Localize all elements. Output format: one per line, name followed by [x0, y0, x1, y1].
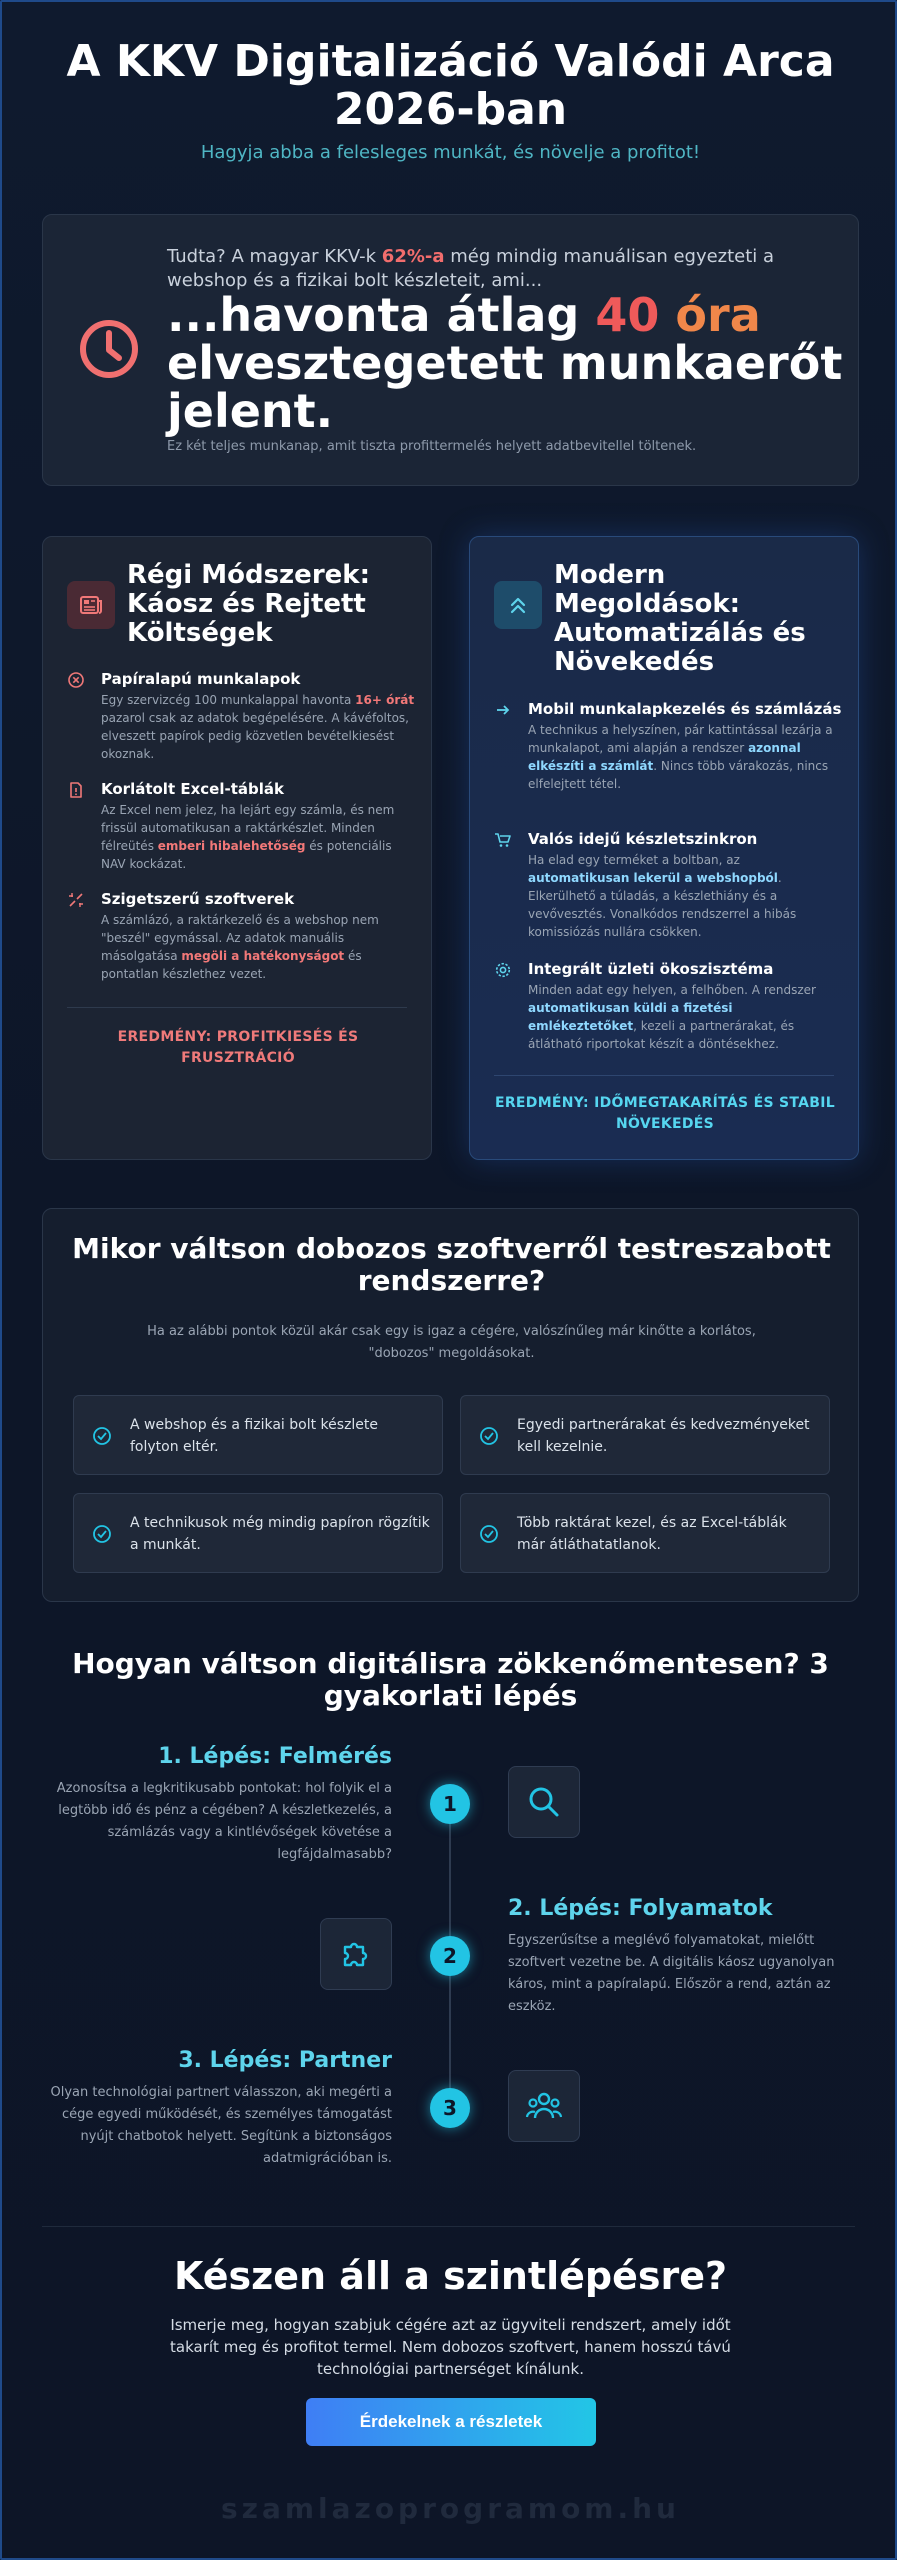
old-item-excel — [67, 779, 417, 873]
old-item-highlight: emberi hibalehetőség — [157, 839, 306, 853]
stat-card — [42, 214, 859, 486]
when-subtitle: Ha az alábbi pontok közül akár csak egy is igaz a cégére, valószínűleg már kinőtte a korlátos, "dobozos" megoldásokat. — [147, 1324, 756, 1361]
page-subtitle: Hagyja abba a felesleges munkát, és növelje a profitot! — [200, 142, 701, 163]
stat-hours-number: 40 — [595, 288, 660, 342]
new-item-title: Integrált üzleti ökoszisztéma — [528, 960, 774, 978]
old-item-text: és potenciális NAV kockázat. — [101, 839, 392, 871]
stat-intro-text: Tudta? A magyar KKV-k — [167, 246, 382, 267]
old-item-text: Egy szervizcég 100 munkalappal havonta — [101, 693, 356, 707]
step-3-title: 3. Lépés: Partner — [178, 2048, 392, 2073]
new-item-text: Ha elad egy terméket a boltban, az — [528, 853, 740, 867]
check-circle-icon — [479, 1426, 499, 1446]
newspaper-icon — [67, 581, 115, 629]
checklist-item — [73, 1395, 443, 1475]
step-3-text: Olyan technológiai partnert válasszon, aki megérti a cége egyedi működését, és személyes támogatást nyújt chatbotok helyett. Segítünk a biztonságos adatmigrációban is. — [50, 2085, 392, 2166]
new-item-mobile — [494, 699, 844, 793]
old-item-body — [101, 801, 417, 873]
new-item-highlight: azonnal elkészíti a számlát — [528, 741, 801, 773]
old-item-text: A számlázó, a raktárkezelő és a webshop nem "beszél" egymással. Az adatok manuális másolgatása — [101, 913, 379, 963]
footer-divider — [42, 2226, 855, 2227]
page-title: A KKV Digitalizáció Valódi Arca 2026-ban — [66, 36, 835, 135]
new-item-sync — [494, 829, 844, 941]
cta-title: Készen áll a szintlépésre? — [173, 2254, 728, 2298]
step-1-number: 1 — [430, 1784, 470, 1824]
search-icon — [524, 1782, 564, 1822]
step-2-title: 2. Lépés: Folyamatok — [508, 1896, 773, 1921]
new-item-body — [528, 981, 844, 1053]
old-item-title: Szigetszerű szoftverek — [101, 890, 295, 908]
old-item-body — [101, 911, 417, 983]
new-item-highlight: automatikusan küldi a fizetési emlékeztetőket — [528, 1001, 733, 1033]
old-item-text: és pontatlan készlethez vezet. — [101, 949, 362, 981]
new-item-highlight: automatikusan lekerül a webshopból — [528, 871, 778, 885]
when-to-switch-section — [42, 1208, 859, 1602]
broken-link-icon — [67, 891, 85, 909]
checklist-text: Egyedi partnerárakat és kedvezményeket kell kezelnie. — [517, 1417, 810, 1455]
cart-icon — [494, 831, 512, 849]
new-item-text: . Nincs több várakozás, nincs elfelejtett tétel. — [528, 759, 829, 791]
new-item-text: . Elkerülhető a túladás, a készlethiány és a vevővesztés. Vonalkódos rendszerrel a hibás komissiózás nullára csökken. — [528, 871, 797, 939]
brand-watermark: szamlazoprogramom.hu — [221, 2492, 680, 2525]
cta-button[interactable]: Érdekelnek a részletek — [306, 2398, 596, 2446]
puzzle-icon — [336, 1934, 376, 1974]
stat-footnote: Ez két teljes munkanap, amit tiszta profittermelés helyett adatbevitellel töltenek. — [167, 439, 697, 454]
steps-title: Hogyan váltson digitálisra zökkenőmentesen? 3 gyakorlati lépés — [72, 1647, 829, 1712]
new-item-body — [528, 721, 844, 793]
new-methods-card — [469, 536, 859, 1160]
step-3-icon-box — [508, 2070, 580, 2142]
old-item-title: Papíralapú munkalapok — [101, 670, 301, 688]
new-card-result: EREDMÉNY: IDŐMEGTAKARÍTÁS ÉS STABIL NÖVEKEDÉS — [494, 1095, 836, 1132]
checklist-item — [73, 1493, 443, 1573]
step-1-text: Azonosítsa a legkritikusabb pontokat: hol folyik el a legtöbb idő és pénz a cégében? A készletkezelés, a számlázás vagy a kintlévőségek követése a legfájdalmasabb? — [56, 1781, 392, 1862]
check-circle-icon — [92, 1426, 112, 1446]
old-methods-card — [42, 536, 432, 1160]
new-item-title: Mobil munkalapkezelés és számlázás — [528, 700, 842, 718]
checklist-text: A webshop és a fizikai bolt készlete folyton eltér. — [130, 1417, 379, 1455]
file-warning-icon — [67, 781, 85, 799]
old-item-body — [101, 691, 417, 763]
cta-text: Ismerje meg, hogyan szabjuk cégére azt az ügyviteli rendszert, amely időt takarít meg és profitot termel. Nem dobozos szoftvert, hanem hosszú távú technológiai partnerséget kínálunk. — [170, 2316, 731, 2378]
old-item-software — [67, 889, 417, 983]
step-3-number: 3 — [430, 2088, 470, 2128]
stat-headline-start: ...havonta átlag — [167, 288, 596, 342]
stat-headline-end: elvesztegetett munkaerőt jelent. — [167, 336, 843, 438]
old-card-divider — [67, 1007, 407, 1008]
old-item-text: pazarol csak az adatok begépelésére. A kávéfoltos, elveszett papírok pedig közvetlen bevételkiesést okoznak. — [101, 711, 409, 761]
new-item-text: A technikus a helyszínen, pár kattintással lezárja a munkalapot, ami alapján a rendszer — [528, 723, 833, 755]
new-item-text: , kezeli a partnerárakat, és átlátható riportokat készít a döntésekhez. — [528, 1019, 795, 1051]
checklist-text: A technikusok még mindig papíron rögzítik a munkát. — [130, 1515, 430, 1553]
step-1-title: 1. Lépés: Felmérés — [158, 1744, 392, 1769]
new-card-title: Modern Megoldások: Automatizálás és Növekedés — [554, 560, 806, 677]
new-item-text: Minden adat egy helyen, a felhőben. A rendszer — [528, 983, 816, 997]
step-2-number: 2 — [430, 1936, 470, 1976]
clock-icon — [77, 317, 141, 381]
when-title: Mikor váltson dobozos szoftverről testreszabott rendszerre? — [72, 1232, 831, 1297]
stat-headline — [167, 288, 847, 438]
new-card-divider — [494, 1075, 834, 1076]
new-item-ecosystem — [494, 959, 844, 1053]
users-icon — [524, 2086, 564, 2126]
old-card-title: Régi Módszerek: Káosz és Rejtett Költségek — [127, 560, 370, 648]
gear-icon — [494, 961, 512, 979]
chevrons-up-icon — [494, 581, 542, 629]
new-item-title: Valós idejű készletszinkron — [528, 830, 758, 848]
checklist-text: Több raktárat kezel, és az Excel-táblák már átláthatatlanok. — [517, 1515, 787, 1553]
old-item-title: Korlátolt Excel-táblák — [101, 780, 284, 798]
step-1-icon-box — [508, 1766, 580, 1838]
old-item-highlight: 16+ órát — [355, 693, 415, 707]
check-circle-icon — [479, 1524, 499, 1544]
arrow-right-icon — [494, 701, 512, 719]
check-circle-icon — [92, 1524, 112, 1544]
old-item-paper — [67, 669, 417, 763]
x-circle-icon — [67, 671, 85, 689]
step-2-text: Egyszerűsítse a meglévő folyamatokat, mielőtt szoftvert vezetne be. A digitális káosz ugyanolyan káros, mint a papíralapú. Először a rend, aztán az eszköz. — [508, 1933, 835, 2014]
old-item-highlight: megöli a hatékonyságot — [181, 949, 345, 963]
checklist-item — [460, 1395, 830, 1475]
stat-intro — [167, 245, 827, 293]
new-item-body — [528, 851, 844, 941]
old-card-result: EREDMÉNY: PROFITKIESÉS ÉS FRUSZTRÁCIÓ — [117, 1029, 359, 1066]
stat-percentage: 62%-a — [381, 246, 445, 267]
stat-hours-unit: óra — [675, 288, 761, 342]
old-item-text: Az Excel nem jelez, ha lejárt egy számla, és nem frissül automatikusan a raktárkészlet. Minden félreütés — [101, 803, 395, 853]
stat-intro-text-end: még mindig manuálisan egyezteti a webshop és a fizikai bolt készleteit, ami... — [167, 246, 775, 291]
checklist-item — [460, 1493, 830, 1573]
step-2-icon-box — [320, 1918, 392, 1990]
